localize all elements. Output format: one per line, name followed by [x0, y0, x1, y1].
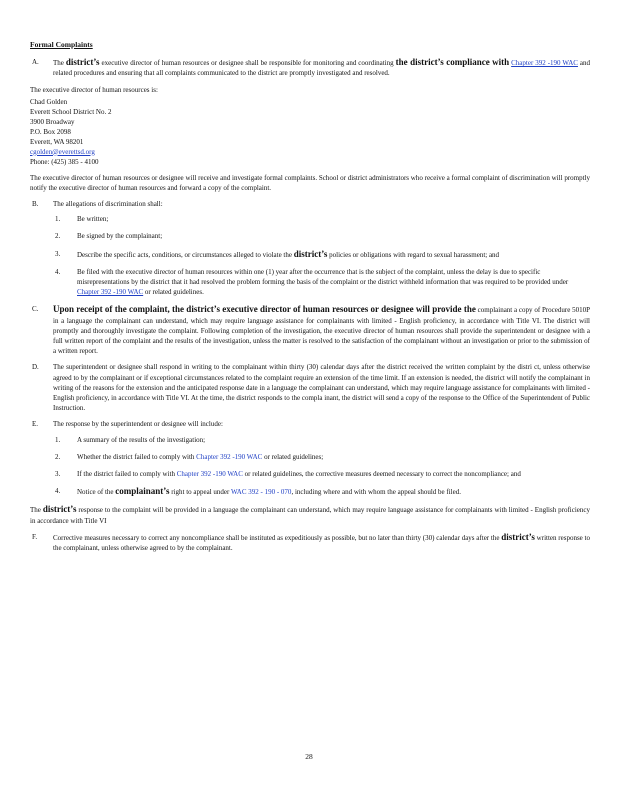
section-d — [30, 362, 590, 413]
list-text: Be filed with the executive director of human resources within one (1) year after the occurrence that is the subject of the complaint, unless the delay is due to specific misrepresentations by the district that it had resolved the problem forming the basis of the complaint or the district withheld information that was required to be provided under — [77, 267, 569, 287]
wac-link[interactable]: WAC 392 - 190 - 070 — [230, 488, 292, 497]
section-f-text — [53, 532, 590, 553]
section-a-text-part: executive director of human resources or designee shall be responsible for monitoring and coordinating — [99, 59, 396, 68]
response-note-text: The — [30, 506, 43, 515]
section-a-emphasis: district’s — [65, 57, 100, 68]
list-text: right to appeal under — [169, 488, 231, 497]
list-number: 4. — [55, 267, 61, 276]
contact-email-link[interactable]: cgolden@everettsd.org — [30, 147, 95, 156]
list-text: A summary of the results of the investigation; — [77, 435, 206, 444]
section-f-text-part: Corrective measures necessary to correct any noncompliance shall be instituted as expeditiously as possible, but no later than thirty (30) calendar days after the — [53, 533, 502, 542]
list-text: or related guidelines; — [262, 452, 324, 461]
contact-org: Everett School District No. 2 — [30, 107, 112, 116]
contact-city: Everett, WA 98201 — [30, 137, 84, 146]
section-e-intro: The response by the superintendent or designee will include: — [53, 420, 223, 429]
response-note — [30, 504, 590, 525]
wac-link[interactable]: Chapter 392 -190 WAC — [511, 59, 578, 68]
contact-name: Chad Golden — [30, 97, 68, 106]
section-f-text-part: written response to the complainant, unless otherwise agreed to by the complainant. — [53, 533, 590, 553]
list-item — [30, 231, 590, 241]
list-text: Whether the district failed to comply with — [77, 452, 197, 461]
list-text: Be written; — [77, 215, 109, 224]
section-a-emphasis: the district’s compliance with — [395, 57, 510, 68]
wac-link[interactable]: Chapter 392 -190 WAC — [196, 452, 263, 461]
page-number: 28 — [305, 752, 313, 761]
list-item — [30, 267, 590, 298]
list-text: Describe the specific acts, conditions, or circumstances alleged to violate the — [77, 250, 294, 259]
list-item — [30, 469, 590, 479]
section-b-intro: The allegations of discrimination shall: — [53, 200, 163, 209]
list-text: policies or obligations with regard to sexual harassment; and — [327, 250, 500, 259]
section-d-letter: D. — [32, 363, 39, 372]
receive-paragraph: The executive director of human resources or designee will receive and investigate formal complaints. School or district administrators who receive a formal complaint of discrimination will promptly notify the executive director of human resources and forward a copy of the complaint. — [30, 173, 590, 192]
response-note-emphasis: district’s — [42, 504, 77, 515]
section-a-text — [53, 57, 590, 78]
list-number: 1. — [55, 215, 61, 224]
list-number: 2. — [55, 452, 61, 461]
list-item — [30, 249, 590, 260]
section-a-letter: A. — [32, 58, 39, 67]
list-text: Be signed by the complainant; — [77, 232, 163, 241]
list-emphasis: complainant’s — [115, 486, 170, 497]
section-c — [30, 304, 590, 356]
section-a — [30, 57, 590, 78]
contact-pobox: P.O. Box 2098 — [30, 127, 71, 136]
section-f-letter: F. — [32, 532, 38, 541]
list-emphasis: district’s — [293, 248, 328, 259]
section-f — [30, 532, 590, 553]
contact-phone: Phone: (425) 385 - 4100 — [30, 157, 99, 166]
section-c-lead: Upon receipt of the complaint, the district’s executive director of human resources or designee will provide the — [53, 304, 476, 315]
contact-street: 3900 Broadway — [30, 117, 75, 126]
list-item — [30, 486, 590, 497]
list-number: 3. — [55, 470, 61, 479]
section-f-emphasis: district’s — [501, 531, 535, 542]
list-text: If the district failed to comply with — [77, 470, 177, 479]
list-text: or related guidelines. — [143, 288, 204, 297]
list-item — [30, 214, 590, 224]
list-number: 1. — [55, 435, 61, 444]
section-a-text-part: The — [53, 59, 66, 68]
section-b-letter: B. — [32, 200, 39, 209]
section-e — [30, 419, 590, 429]
section-c-body: complainant a copy of Procedure 5010P in a language the complainant can understand, which may require language assistance for complainants with limited - English proficiency, in accordance with Title VI. The district will promptly and thoroughly investigate the complaint. Following completion of the investigation, the executive director of human resources shall provide the superintendent or designee with a full written report of the complaint and the results of the investigation, unless the matter is resolved to the satisfaction of the complainant without an investigation or prior to the submission of a written report. — [53, 306, 591, 356]
contact-block — [30, 85, 590, 167]
list-number: 2. — [55, 232, 61, 241]
wac-link[interactable]: Chapter 392 -190 WAC — [176, 470, 243, 479]
section-a-text-part: and related procedures and ensuring that all complaints communicated to the district are promptly investigated and resolved. — [53, 59, 591, 78]
section-b — [30, 199, 590, 209]
section-e-letter: E. — [32, 420, 39, 429]
wac-link[interactable]: Chapter 392 -190 WAC — [77, 288, 144, 297]
response-note-text: response to the complaint will be provided in a language the complainant can understand, which may require language assistance for complainants with limited - English proficiency in accordance with Title VI — [30, 506, 590, 525]
list-item — [30, 435, 590, 445]
list-number: 4. — [55, 487, 61, 496]
section-d-text: The superintendent or designee shall respond in writing to the complainant within thirty (30) calendar days after the district received the written complaint by the distri ct, unless otherwise agreed to by the complainant or if exceptional circumstances related to the complaint require an extension of the time limit. If an extension is needed, the district will notify the complainant in writing of the reasons for the extension and the anticipated response date in a language the complainant can understand, which may require language assistance for complainants with limited - English proficiency, in accordance with Title VI. At the time, the district responds to the compla inant, the district will send a copy of the response to the Office of the Superintendent of Public Instruction. — [53, 363, 590, 413]
list-number: 3. — [55, 249, 61, 258]
contact-intro: The executive director of human resources is: — [30, 85, 158, 94]
list-item — [30, 452, 590, 462]
document-page — [30, 40, 590, 559]
section-c-letter: C. — [32, 305, 39, 314]
list-text: or related guidelines, the corrective measures deemed necessary to correct the noncompliance; and — [242, 470, 521, 479]
list-text: , including where and with whom the appeal should be filed. — [291, 488, 461, 497]
section-heading: Formal Complaints — [30, 40, 93, 49]
list-text: Notice of the — [77, 488, 116, 497]
section-c-text — [53, 304, 590, 356]
